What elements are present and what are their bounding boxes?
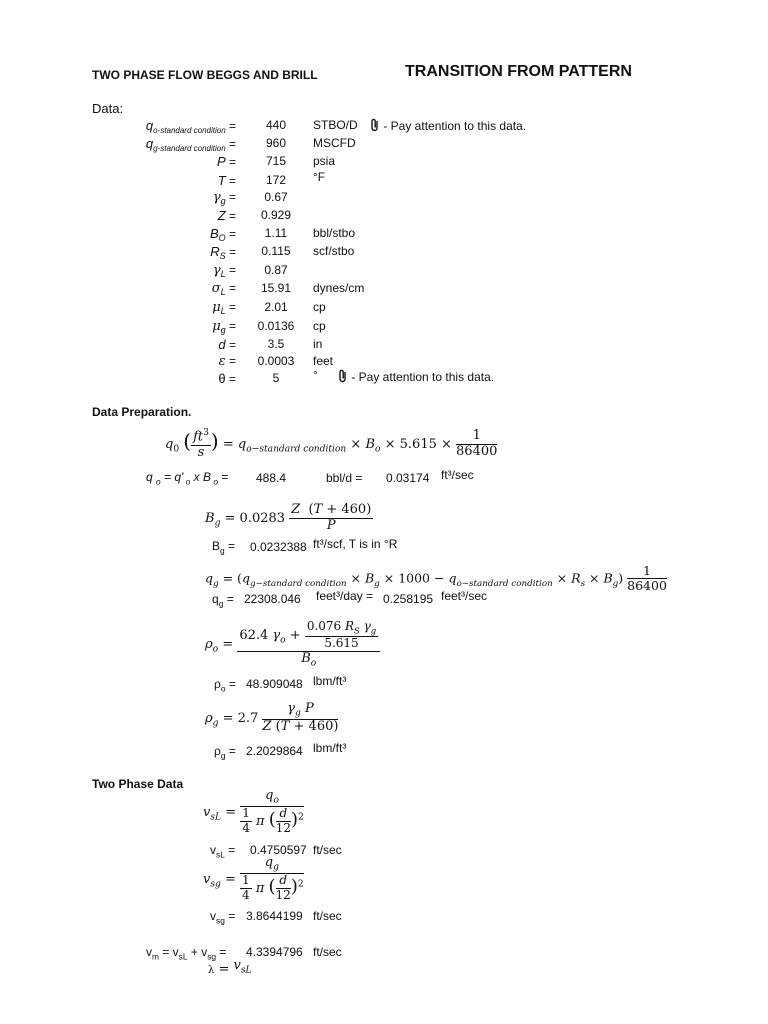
equals-sign: = xyxy=(225,263,236,277)
data-label: Data: xyxy=(92,101,124,116)
data-row-label xyxy=(110,300,236,315)
vm-label: $v_m = v_{sL} + v_{sg}$ = xyxy=(146,945,227,962)
data-row-label xyxy=(110,337,236,352)
subscript: o-standard condition xyxy=(153,126,226,135)
equals-sign: = xyxy=(225,174,236,188)
qg-value-2: 0.258195 xyxy=(383,592,434,606)
data-row-value: 15.91 xyxy=(260,281,292,295)
equals-sign: = xyxy=(225,137,236,151)
symbol: μ xyxy=(212,319,221,334)
qg-unit-mid: feet³/day = xyxy=(316,589,374,603)
qo-result-row: q $_o$ = q' $_o$ x B $_o$ = xyxy=(146,470,229,487)
data-row-value: 0.929 xyxy=(260,208,292,222)
data-row-value: 2.01 xyxy=(264,300,288,314)
symbol: q xyxy=(145,118,154,133)
rho-g-value: 2.2029864 xyxy=(246,744,303,758)
symbol: R xyxy=(210,244,220,259)
qg-unit-2: feet³/sec xyxy=(441,589,488,603)
data-row-label xyxy=(110,263,236,278)
data-row-value: 0.67 xyxy=(264,190,288,204)
data-row-label xyxy=(110,226,236,241)
equals-sign: = xyxy=(225,281,236,295)
data-row-value: 1.11 xyxy=(264,226,288,240)
vsg-unit: ft/sec xyxy=(313,909,342,923)
data-row-unit: cp xyxy=(313,300,326,314)
vsg-value: 3.8644199 xyxy=(246,909,303,923)
symbol: B xyxy=(209,226,219,241)
rho-g-formula: $\rho_g = 2.7$ $\frac{\gamma_g P}{Z (T + 460)}$ xyxy=(205,701,339,735)
equals-sign: = xyxy=(225,190,236,204)
data-row-unit: scf/stbo xyxy=(313,244,355,258)
vsg-formula: $v_{sg}$ = $q_g$ $\frac{1}{4}$ π ( $\frac{d}{12}$ )$^2$ xyxy=(203,855,304,902)
paperclip-icon xyxy=(338,369,348,383)
equals-sign: = xyxy=(225,338,236,352)
data-row-value: 0.87 xyxy=(264,263,288,277)
equals-sign: = xyxy=(225,209,236,223)
equals-sign: = xyxy=(225,155,236,169)
data-row-label xyxy=(110,281,236,296)
attention-text: - Pay attention to this data. xyxy=(383,119,527,133)
symbol: Z xyxy=(217,208,226,223)
section-title: TRANSITION FROM PATTERN xyxy=(405,63,632,80)
data-row-value: 3.5 xyxy=(267,337,285,351)
subscript: g xyxy=(220,196,226,206)
vm-unit: ft/sec xyxy=(313,945,342,959)
subscript: L xyxy=(220,287,226,297)
equals-sign: = xyxy=(225,119,236,133)
rho-g-unit: lbm/ft³ xyxy=(313,741,347,755)
data-row-label xyxy=(110,244,236,259)
vm-value: 4.3394796 xyxy=(246,945,303,959)
symbol: μ xyxy=(212,300,221,315)
attention-text: - Pay attention to this data. xyxy=(351,370,495,384)
data-row-value: 0.0003 xyxy=(257,354,295,368)
rho-g-label: $\rho_g$ = xyxy=(214,744,236,761)
data-row-label xyxy=(110,154,236,169)
data-row-unit: bbl/stbo xyxy=(313,226,356,240)
data-row-label xyxy=(110,354,236,369)
vsl-unit: ft/sec xyxy=(313,843,342,857)
lambda-formula-partial: $\lambda = v_{sL}$ xyxy=(208,958,252,977)
symbol: ε xyxy=(218,354,226,369)
prep-heading: Data Preparation. xyxy=(92,405,192,419)
qo-unit-mid: bbl/d = xyxy=(326,471,363,485)
document-title: TWO PHASE FLOW BEGGS AND BRILL xyxy=(92,68,318,82)
data-row-label xyxy=(110,173,236,188)
symbol: q xyxy=(145,136,154,151)
attention-note-1 xyxy=(370,118,526,133)
data-row-label xyxy=(110,371,236,386)
equals-sign: = xyxy=(225,354,236,368)
data-row-value: 960 xyxy=(265,136,287,150)
data-row-label xyxy=(110,136,236,151)
data-row-value: 0.0136 xyxy=(257,319,295,333)
qo-unit-2: ft³/sec xyxy=(441,468,474,482)
data-row-unit: ° xyxy=(313,368,318,382)
data-row-label xyxy=(110,118,236,133)
data-row-label xyxy=(110,208,236,223)
data-row-unit: cp xyxy=(313,319,326,333)
vsl-value: 0.4750597 xyxy=(250,843,307,857)
equals-sign: = xyxy=(225,319,236,333)
bg-value: 0.0232388 xyxy=(250,540,307,554)
data-row-unit: MSCFD xyxy=(313,136,356,150)
rho-o-formula: $\rho_o$ = 62.4 $\gamma_o$ + $\frac{0.076 R_S \gamma_g}{5.615}$ $B_o$ xyxy=(205,620,380,669)
qo-value-2: 0.03174 xyxy=(386,471,430,485)
data-row-unit: dynes/cm xyxy=(313,281,365,295)
data-row-value: 440 xyxy=(265,118,287,132)
attention-note-2 xyxy=(338,369,494,384)
qg-value: 22308.046 xyxy=(244,592,301,606)
subscript: S xyxy=(219,251,226,261)
subscript: L xyxy=(220,306,226,316)
two-phase-heading: Two Phase Data xyxy=(92,777,184,791)
equals-sign: = xyxy=(225,372,236,386)
data-row-value: 715 xyxy=(265,154,287,168)
symbol: P xyxy=(216,154,226,169)
qo-value: 488.4 xyxy=(255,471,286,485)
data-row-unit: in xyxy=(313,337,323,351)
subscript: O xyxy=(218,233,226,243)
data-row-label xyxy=(110,190,236,205)
rho-o-label: $\rho_o$ = xyxy=(214,677,236,694)
equals-sign: = xyxy=(225,300,236,314)
qg-label: $q_g$ = xyxy=(212,592,234,609)
data-row-value: 5 xyxy=(272,371,280,385)
qo-formula: $q_0$ ( $\frac{ft^3}{s}$ ) = $q_{o-standard condition} \times B_o \times 5.615$ × $\frac{1}{86400}$ xyxy=(165,428,498,461)
symbol: γ xyxy=(212,263,221,278)
subscript: L xyxy=(220,269,226,279)
symbol: γ xyxy=(212,190,221,205)
paperclip-icon xyxy=(370,118,380,132)
subscript: g xyxy=(220,325,226,335)
bg-formula: $B_g = 0.0283$ $\frac{Z (T + 460)}{P}$ xyxy=(205,502,372,533)
symbol: d xyxy=(218,337,226,352)
data-row-unit: STBO/D xyxy=(313,118,358,132)
bg-unit: ft³/scf, T is in °R xyxy=(313,537,398,551)
subscript: g-standard condition xyxy=(153,144,226,153)
bg-label: $B_g$ = xyxy=(212,539,236,556)
equals-sign: = xyxy=(225,245,236,259)
data-row-unit: psia xyxy=(313,154,336,168)
qg-formula: $q_g = (q_{g-standard condition} \times B_g \times 1000 - q_{o-standard condition} \times R_s \times B_g)$ $\frac{1}{86400}$ xyxy=(205,563,667,594)
symbol: T xyxy=(217,173,226,188)
data-row-label xyxy=(110,319,236,334)
data-row-value: 0.115 xyxy=(261,244,291,258)
data-row-value: 172 xyxy=(265,173,287,187)
equals-sign: = xyxy=(225,227,236,241)
symbol: θ xyxy=(218,371,226,386)
vsl-label: $v_{sL}$ = xyxy=(210,843,236,860)
symbol: σ xyxy=(211,281,221,296)
rho-o-value: 48.909048 xyxy=(246,677,303,691)
vsl-formula: $v_{sL}$ = $q_o$ $\frac{1}{4}$ π ( $\frac{d}{12}$ )$^2$ xyxy=(203,788,304,835)
rho-o-unit: lbm/ft³ xyxy=(313,674,347,688)
data-row-unit: °F xyxy=(313,170,326,184)
data-row-unit: feet xyxy=(313,354,334,368)
vsg-label: $v_{sg}$ = xyxy=(210,909,236,926)
